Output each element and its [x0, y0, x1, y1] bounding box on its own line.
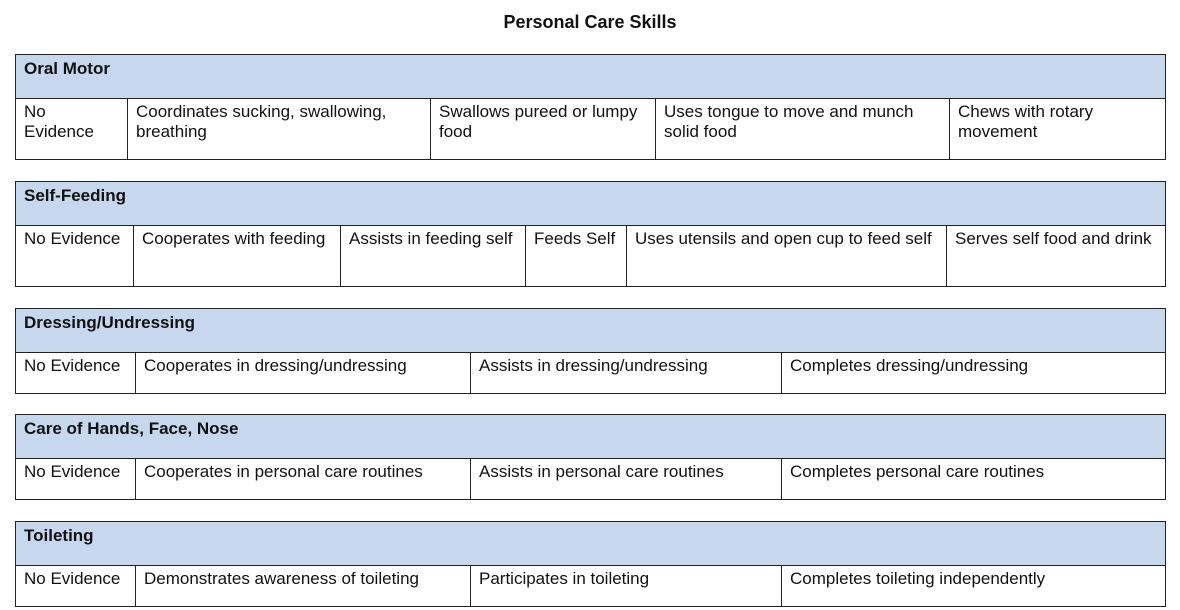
- level-cell: No Evidence: [16, 353, 136, 394]
- section-dressing-undressing: [15, 308, 1166, 394]
- section-heading: Dressing/Undressing: [16, 309, 1166, 353]
- section-heading: Oral Motor: [16, 55, 1166, 99]
- section-care-of-hands-face-nose: [15, 414, 1166, 500]
- level-cell: No Evidence: [16, 459, 136, 500]
- level-cell: Completes toileting independently: [782, 566, 1166, 607]
- section-self-feeding: [15, 181, 1166, 287]
- level-cell: No Evidence: [16, 566, 136, 607]
- level-cell: Chews with rotary movement: [950, 99, 1166, 160]
- level-cell: Feeds Self: [526, 226, 627, 287]
- level-cell: Coordinates sucking, swallowing, breathing: [128, 99, 431, 160]
- level-cell: Serves self food and drink: [947, 226, 1166, 287]
- level-cell: No Evidence: [16, 226, 134, 287]
- level-cell: Assists in personal care routines: [471, 459, 782, 500]
- section-toileting: [15, 521, 1166, 607]
- level-cell: Completes dressing/undressing: [782, 353, 1166, 394]
- page-title: Personal Care Skills: [503, 12, 677, 32]
- level-cell: Completes personal care routines: [782, 459, 1166, 500]
- level-cell: Uses utensils and open cup to feed self: [627, 226, 947, 287]
- section-heading: Care of Hands, Face, Nose: [16, 415, 1166, 459]
- level-cell: Cooperates in personal care routines: [136, 459, 471, 500]
- level-cell: Participates in toileting: [471, 566, 782, 607]
- section-heading: Toileting: [16, 522, 1166, 566]
- level-cell: Assists in feeding self: [341, 226, 526, 287]
- level-cell: Swallows pureed or lumpy food: [431, 99, 656, 160]
- level-cell: Demonstrates awareness of toileting: [136, 566, 471, 607]
- level-cell: No Evidence: [16, 99, 128, 160]
- level-cell: Uses tongue to move and munch solid food: [656, 99, 950, 160]
- level-cell: Cooperates in dressing/undressing: [136, 353, 471, 394]
- level-cell: Assists in dressing/undressing: [471, 353, 782, 394]
- section-oral-motor: [15, 54, 1166, 160]
- level-cell: Cooperates with feeding: [134, 226, 341, 287]
- section-heading: Self-Feeding: [16, 182, 1166, 226]
